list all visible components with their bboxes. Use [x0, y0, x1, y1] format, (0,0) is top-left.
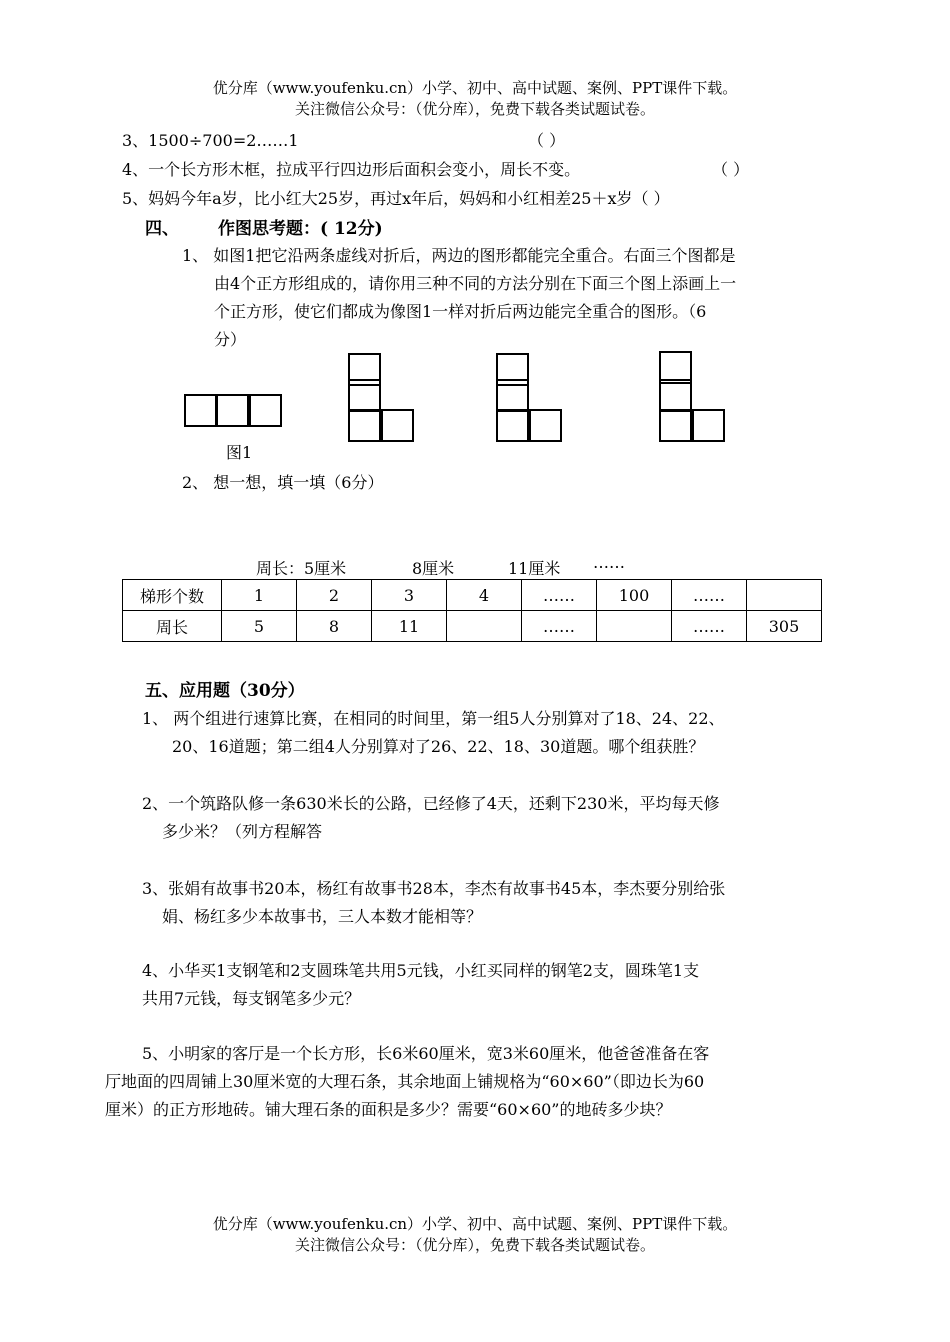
- table-cell: ……: [522, 611, 597, 642]
- s5-q2-line2: 多少米？（列方程解答: [162, 822, 323, 841]
- table-cell: 周长: [123, 611, 222, 642]
- s5-q1-line2: 20、16道题；第二组4人分别算对了26、22、18、30道题。哪个组获胜？: [172, 737, 705, 756]
- s5-q4-line2: 共用7元钱，每支钢笔多少元？: [142, 989, 361, 1008]
- table-cell: [597, 611, 672, 642]
- header-line-1: 优分库（www.youfenku.cn）小学、初中、高中试题、案例、PPT课件下载。: [212, 79, 738, 97]
- fig1-square: [216, 394, 249, 427]
- table-cell: 5: [222, 611, 297, 642]
- s5-q1-line1: 1、 两个组进行速算比赛，在相同的时间里，第一组5人分别算对了18、24、22、: [142, 709, 725, 728]
- table-row: [123, 611, 822, 642]
- s4-q1-line4: 分）: [214, 330, 247, 349]
- fig2-square: [348, 409, 381, 442]
- section5-title: 五、应用题（30分）: [145, 681, 305, 701]
- fig2-square: [348, 379, 381, 412]
- s5-q3-line2: 娟、杨红多少本故事书，三人本数才能相等？: [162, 907, 483, 926]
- trapezoid-table: [122, 579, 822, 642]
- table-cell: 305: [747, 611, 822, 642]
- table-cell: ……: [522, 580, 597, 611]
- s5-q4-line1: 4、小华买1支钢笔和2支圆珠笔共用5元钱，小红买同样的钢笔2支，圆珠笔1支: [142, 961, 700, 980]
- perimeter-8: 8厘米: [412, 559, 455, 578]
- judge-q3: 3、1500÷700=2……1: [122, 131, 299, 150]
- s5-q5-line2: 厅地面的四周铺上30厘米宽的大理石条，其余地面上铺规格为“60×60”（即边长为60: [105, 1072, 705, 1091]
- fig3-square: [529, 409, 562, 442]
- footer-line-1: 优分库（www.youfenku.cn）小学、初中、高中试题、案例、PPT课件下载。: [212, 1215, 738, 1233]
- section4-title: 作图思考题：( 12分): [218, 219, 383, 239]
- fig4-square: [659, 379, 692, 412]
- s5-q5-line3: 厘米）的正方形地砖。铺大理石条的面积是多少？需要“60×60”的地砖多少块？: [105, 1100, 672, 1119]
- s4-q1-line2: 由4个正方形组成的，请你用三种不同的方法分别在下面三个图上添画上一: [214, 274, 737, 293]
- table-cell: 2: [297, 580, 372, 611]
- s5-q2-line1: 2、一个筑路队修一条630米长的公路，已经修了4天，还剩下230米，平均每天修: [142, 794, 720, 813]
- judge-q4: 4、一个长方形木框，拉成平行四边形后面积会变小，周长不变。: [122, 160, 581, 179]
- judge-q5: 5、妈妈今年a岁，比小红大25岁，再过x年后，妈妈和小红相差25＋x岁（ ）: [122, 189, 670, 208]
- section4-number: 四、: [145, 219, 179, 239]
- table-cell: 11: [372, 611, 447, 642]
- table-cell: 4: [447, 580, 522, 611]
- header-line-2: 关注微信公众号：（优分库），免费下载各类试题试卷。: [294, 100, 655, 118]
- s4-q2: 2、 想一想，填一填（6分）: [182, 473, 384, 492]
- table-cell: 梯形个数: [123, 580, 222, 611]
- s5-q3-line1: 3、张娟有故事书20本，杨红有故事书28本，李杰有故事书45本，李杰要分别给张: [142, 879, 726, 898]
- table-cell: ……: [672, 580, 747, 611]
- table-row: [123, 580, 822, 611]
- fig1-square: [184, 394, 217, 427]
- figure-1-label: 图1: [226, 443, 253, 462]
- footer-line-2: 关注微信公众号：（优分库），免费下载各类试题试卷。: [294, 1236, 655, 1254]
- s4-q1-line1: 1、 如图1把它沿两条虚线对折后，两边的图形都能完全重合。右面三个图都是: [182, 246, 736, 265]
- fig1-square: [249, 394, 282, 427]
- table-cell: 100: [597, 580, 672, 611]
- perimeter-label: 周长：5厘米: [256, 559, 347, 578]
- judge-q4-blank: （ ）: [712, 160, 750, 179]
- table-cell: [447, 611, 522, 642]
- table-cell: ……: [672, 611, 747, 642]
- fig3-square: [496, 379, 529, 412]
- fig3-square: [496, 409, 529, 442]
- table-cell: [747, 580, 822, 611]
- fig4-square: [692, 409, 725, 442]
- fig4-square: [659, 409, 692, 442]
- perimeter-dots: ……: [593, 553, 625, 572]
- judge-q3-blank: （ ）: [528, 131, 566, 150]
- perimeter-11: 11厘米: [508, 559, 561, 578]
- s4-q1-line3: 个正方形，使它们都成为像图1一样对折后两边能完全重合的图形。（6: [214, 302, 707, 321]
- fig2-square: [381, 409, 414, 442]
- table-cell: 1: [222, 580, 297, 611]
- table-cell: 8: [297, 611, 372, 642]
- table-cell: 3: [372, 580, 447, 611]
- s5-q5-line1: 5、小明家的客厅是一个长方形，长6米60厘米，宽3米60厘米，他爸爸准备在客: [142, 1044, 710, 1063]
